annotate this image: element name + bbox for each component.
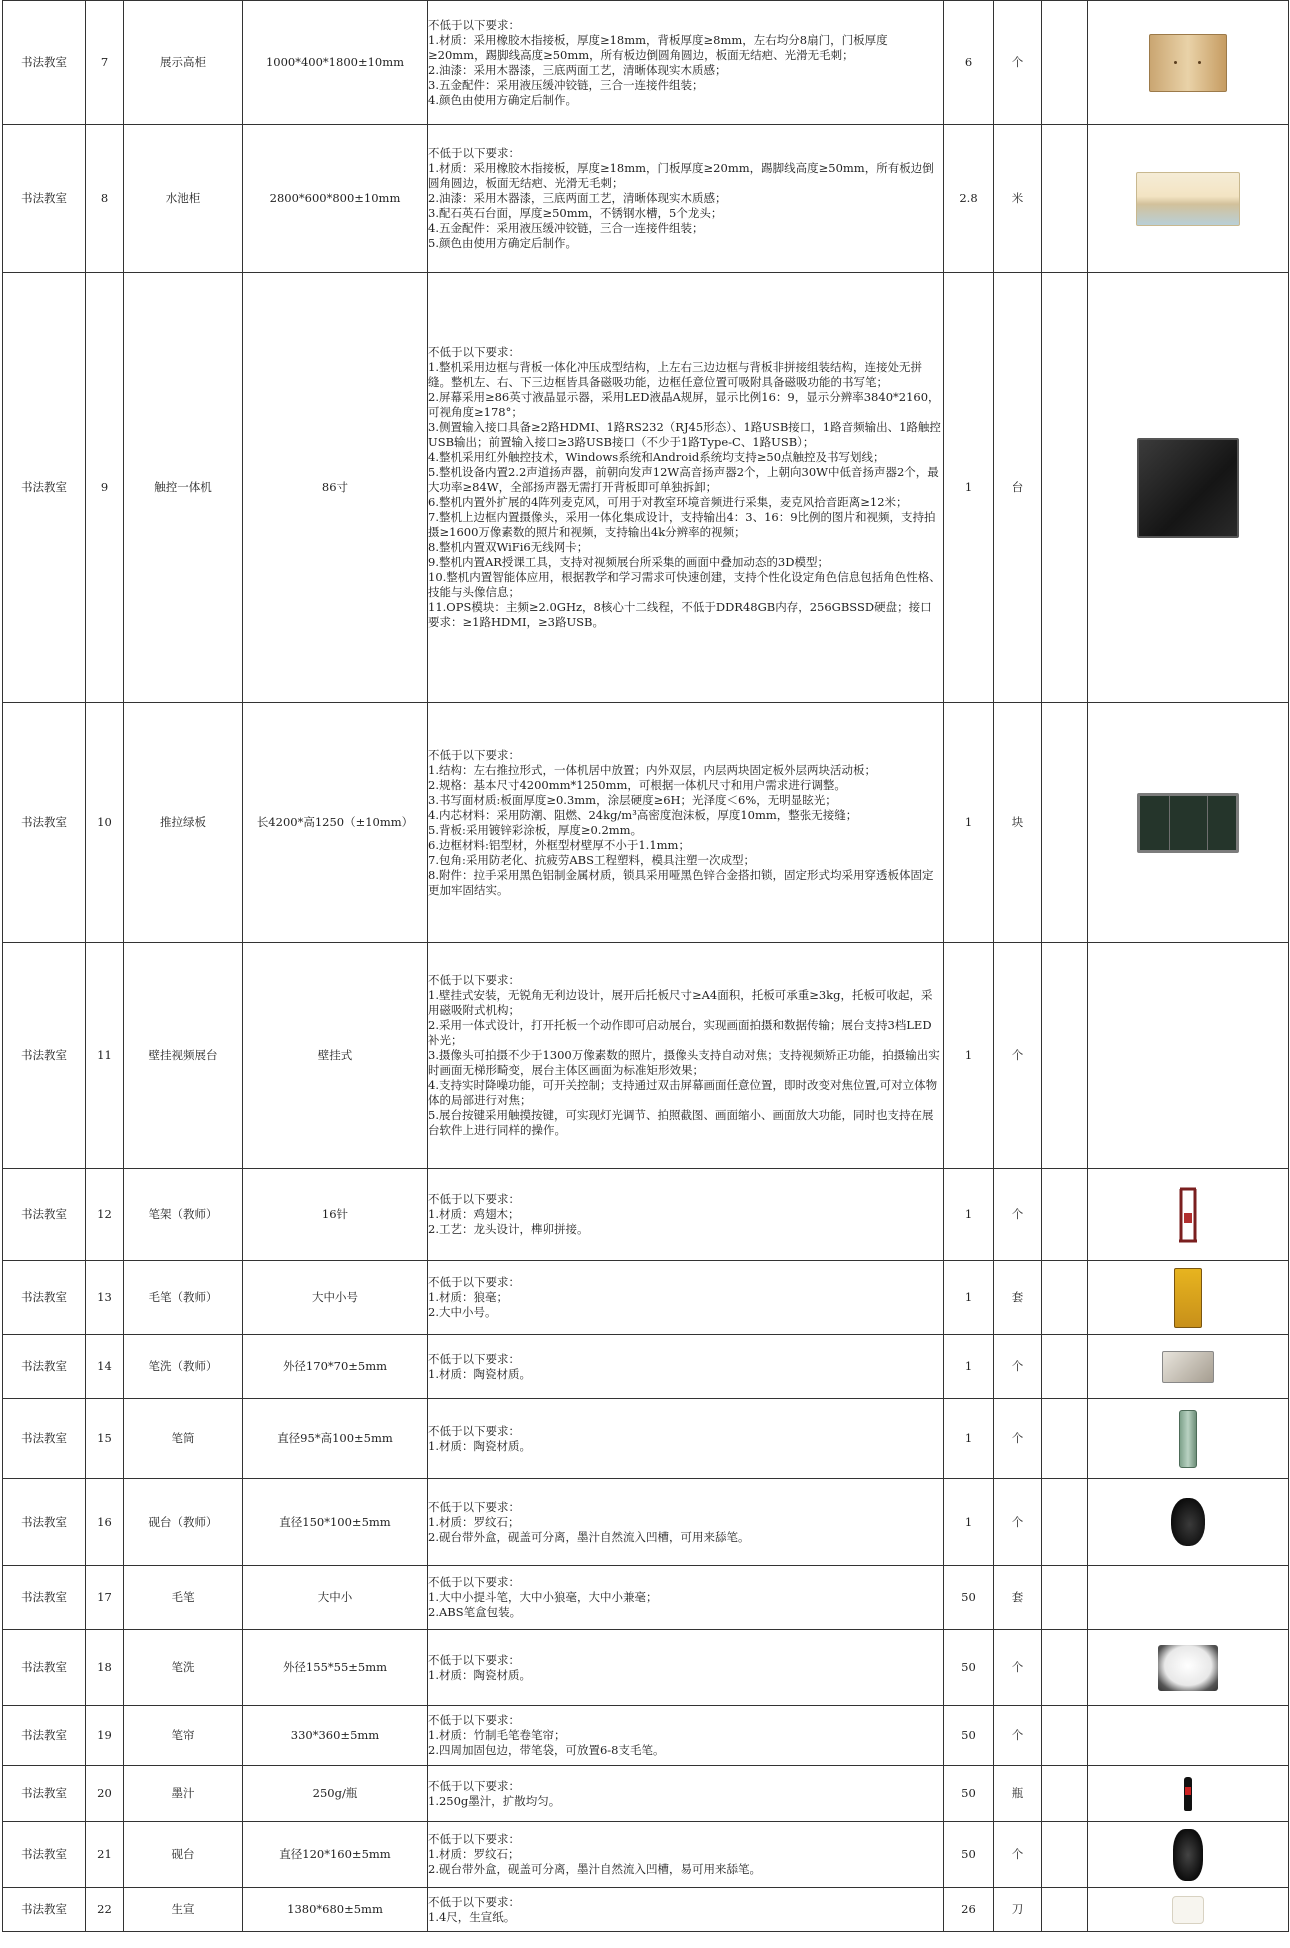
requirements-cell: 不低于以下要求： 1.材质：竹制毛笔卷笔帘； 2.四周加固包边，带笔袋，可放置6-8支毛笔。 — [428, 1706, 944, 1766]
requirements-cell: 不低于以下要求： 1.整机采用边框与背板一体化冲压成型结构，上左右三边边框与背板非拼接组装结构，连接处无拼缝。整机左、右、下三边框皆具备磁吸功能，边框任意位置可吸附具备磁吸功能的书写笔； 2.屏幕采用≥86英寸液晶显示器，采用LED液晶A规屏，显示比例16：9，显示分辨率3840*2160，可视角度≥178°； 3.侧置输入接口具备≥2路HDMI、1路RS232（RJ45形态）、1路USB接口，1路音频输出、1路触控USB输出；前置输入接口≥3路USB接口（不少于1路Type-C、1路USB）； 4.整机采用红外触控技术，Windows系统和Android系统均支持≥50点触控及书写划线； 5.整机设备内置2.2声道扬声器，前朝向发声12W高音扬声器2个，上朝向30W中低音扬声器2个，最大功率≥84W，全部扬声器无需打开背板即可单独拆卸； 6.整机内置外扩展的4阵列麦克风，可用于对教室环境音频进行采集，麦克风拾音距离≥12米； 7.整机上边框内置摄像头，采用一体化集成设计，支持输出4：3、16：9比例的图片和视频，支持拍摄≥1600万像素数的照片和视频，支持输出4k分辨率的视频； 8.整机内置双WiFi6无线网卡； 9.整机内置AR授课工具，支持对视频展台所采集的画面中叠加动态的3D模型； 10.整机内置智能体应用，根据教学和学习需求可快速创建，支持个性化设定角色信息包括角色性格、技能与头像信息； 11.OPS模块：主频≥2.0GHz，8核心十二线程，不低于DDR48GB内存，256GBSSD硬盘；接口要求：≥1路HDMI，≥3路USB。 — [428, 273, 944, 703]
quantity-cell: 1 — [944, 1479, 994, 1566]
image-cell — [1088, 943, 1289, 1169]
item-number-cell: 20 — [86, 1766, 124, 1822]
room-cell: 书法教室 — [3, 1822, 86, 1888]
item-name-cell: 笔帘 — [124, 1706, 243, 1766]
requirements-cell: 不低于以下要求： 1.壁挂式安装，无锐角无利边设计，展开后托板尺寸≥A4面积，托板可承重≥3kg，托板可收起，采用磁吸附式机构； 2.采用一体式设计，打开托板一个动作即可启动展台，实现画面拍摄和数据传输；展台支持3档LED补光； 3.摄像头可拍摄不少于1300万像素数的照片，摄像头支持自动对焦；支持视频矫正功能，拍摄输出实时画面无梯形畸变，展台主体区画面为标准矩形效果； 4.支持实时降噪功能，可开关控制；支持通过双击屏幕画面任意位置，即时改变对焦位置,可对立体物体的局部进行对焦； 5.展台按键采用触摸按键，可实现灯光调节、拍照截图、画面缩小、画面放大功能，同时也支持在展台软件上进行同样的操作。 — [428, 943, 944, 1169]
blank-cell — [1042, 703, 1088, 943]
quantity-cell: 50 — [944, 1766, 994, 1822]
unit-cell: 个 — [994, 1479, 1042, 1566]
table-row — [3, 943, 1289, 1169]
item-name-cell: 毛笔（教师） — [124, 1261, 243, 1335]
quantity-cell: 50 — [944, 1706, 994, 1766]
brush-set-photo — [1174, 1268, 1202, 1328]
requirements-cell: 不低于以下要求： 1.结构：左右推拉形式，一体机居中放置；内外双层，内层两块固定板外层两块活动板； 2.规格：基本尺寸4200mm*1250mm，可根据一体机尺寸和用户需求进行调整。 3.书写面材质:板面厚度≥0.3mm，涂层硬度≥6H；光泽度＜6%，无明显眩光； 4.内芯材料：采用防潮、阻燃、24kg/m³高密度泡沫板，厚度10mm，整张无接缝； 5.背板:采用镀锌彩涂板，厚度≥0.2mm。 6.边框材料:铝型材，外框型材壁厚不小于1.1mm； 7.包角:采用防老化、抗疲劳ABS工程塑料，模具注塑一次成型； 8.附件：拉手采用黑色铝制金属材质，锁具采用哑黑色锌合金搭扣锁，固定形式均采用穿透板体固定更加牢固结实。 — [428, 703, 944, 943]
table-row — [3, 1479, 1289, 1566]
table-row — [3, 1169, 1289, 1261]
item-name-cell: 笔架（教师） — [124, 1169, 243, 1261]
item-number-cell: 17 — [86, 1566, 124, 1630]
item-number-cell: 8 — [86, 125, 124, 273]
unit-cell: 个 — [994, 1822, 1042, 1888]
room-cell: 书法教室 — [3, 943, 86, 1169]
item-number-cell: 10 — [86, 703, 124, 943]
quantity-cell: 6 — [944, 1, 994, 125]
image-cell — [1088, 1566, 1289, 1630]
image-cell — [1088, 1706, 1289, 1766]
blank-cell — [1042, 1566, 1088, 1630]
blank-cell — [1042, 1822, 1088, 1888]
image-cell — [1088, 1630, 1289, 1706]
unit-cell: 瓶 — [994, 1766, 1042, 1822]
spec-cell: 86寸 — [243, 273, 428, 703]
quantity-cell: 1 — [944, 1335, 994, 1399]
blank-cell — [1042, 1399, 1088, 1479]
blank-cell — [1042, 943, 1088, 1169]
unit-cell: 个 — [994, 1399, 1042, 1479]
touch-display-photo — [1137, 438, 1239, 538]
room-cell: 书法教室 — [3, 1399, 86, 1479]
unit-cell: 个 — [994, 943, 1042, 1169]
requirements-cell: 不低于以下要求： 1.材质：狼毫； 2.大中小号。 — [428, 1261, 944, 1335]
item-name-cell: 砚台（教师） — [124, 1479, 243, 1566]
blank-cell — [1042, 1706, 1088, 1766]
item-name-cell: 推拉绿板 — [124, 703, 243, 943]
quantity-cell: 1 — [944, 943, 994, 1169]
table-row — [3, 1566, 1289, 1630]
quantity-cell: 1 — [944, 703, 994, 943]
image-cell — [1088, 1335, 1289, 1399]
requirements-cell: 不低于以下要求： 1.材质：采用橡胶木指接板，厚度≥18mm，背板厚度≥8mm，左右均分8扇门，门板厚度≥20mm，踢脚线高度≥50mm，所有板边倒圆角圆边，板面无结疤、光滑无毛刺； 2.油漆：采用木器漆，三底两面工艺，清晰体现实木质感； 3.五金配件：采用液压缓冲铰链，三合一连接件组装； 4.颜色由使用方确定后制作。 — [428, 1, 944, 125]
item-name-cell: 水池柜 — [124, 125, 243, 273]
unit-cell: 刀 — [994, 1888, 1042, 1932]
brush-holder-photo — [1179, 1410, 1197, 1468]
item-name-cell: 笔洗 — [124, 1630, 243, 1706]
table-row — [3, 1822, 1289, 1888]
spec-cell: 壁挂式 — [243, 943, 428, 1169]
unit-cell: 个 — [994, 1706, 1042, 1766]
spec-cell: 直径150*100±5mm — [243, 1479, 428, 1566]
blank-cell — [1042, 1261, 1088, 1335]
image-cell — [1088, 1169, 1289, 1261]
spec-cell: 330*360±5mm — [243, 1706, 428, 1766]
room-cell: 书法教室 — [3, 1766, 86, 1822]
unit-cell: 个 — [994, 1169, 1042, 1261]
quantity-cell: 1 — [944, 1169, 994, 1261]
room-cell: 书法教室 — [3, 125, 86, 273]
blank-cell — [1042, 273, 1088, 703]
room-cell: 书法教室 — [3, 1888, 86, 1932]
requirements-cell: 不低于以下要求： 1.材质：采用橡胶木指接板，厚度≥18mm，门板厚度≥20mm，踢脚线高度≥50mm，所有板边倒圆角圆边，板面无结疤、光滑无毛刺； 2.油漆：采用木器漆，三底两面工艺，清晰体现实木质感； 3.配石英石台面，厚度≥50mm，不锈钢水槽，5个龙头； 4.五金配件：采用液压缓冲铰链，三合一连接件组装； 5.颜色由使用方确定后制作。 — [428, 125, 944, 273]
blank-cell — [1042, 1, 1088, 125]
requirements-cell: 不低于以下要求： 1.材质：陶瓷材质。 — [428, 1335, 944, 1399]
blank-cell — [1042, 1630, 1088, 1706]
spec-cell: 16针 — [243, 1169, 428, 1261]
procurement-table — [2, 0, 1289, 1932]
unit-cell: 个 — [994, 1, 1042, 125]
item-name-cell: 砚台 — [124, 1822, 243, 1888]
table-row — [3, 1399, 1289, 1479]
requirements-cell: 不低于以下要求： 1.大中小提斗笔，大中小狼毫，大中小兼毫； 2.ABS笔盒包装。 — [428, 1566, 944, 1630]
item-number-cell: 13 — [86, 1261, 124, 1335]
room-cell: 书法教室 — [3, 703, 86, 943]
quantity-cell: 26 — [944, 1888, 994, 1932]
room-cell: 书法教室 — [3, 1630, 86, 1706]
table-row — [3, 1888, 1289, 1932]
table-row — [3, 125, 1289, 273]
unit-cell: 台 — [994, 273, 1042, 703]
image-cell — [1088, 1, 1289, 125]
table-body — [3, 1, 1289, 1932]
display-cabinet-photo — [1149, 34, 1227, 92]
unit-cell: 套 — [994, 1261, 1042, 1335]
requirements-cell: 不低于以下要求： 1.材质：陶瓷材质。 — [428, 1399, 944, 1479]
item-number-cell: 19 — [86, 1706, 124, 1766]
image-cell — [1088, 703, 1289, 943]
room-cell: 书法教室 — [3, 1261, 86, 1335]
spec-cell: 2800*600*800±10mm — [243, 125, 428, 273]
room-cell: 书法教室 — [3, 1335, 86, 1399]
item-number-cell: 15 — [86, 1399, 124, 1479]
spec-cell: 直径120*160±5mm — [243, 1822, 428, 1888]
spec-cell: 1380*680±5mm — [243, 1888, 428, 1932]
quantity-cell: 1 — [944, 1261, 994, 1335]
quantity-cell: 50 — [944, 1822, 994, 1888]
brush-rack-photo — [1177, 1185, 1199, 1245]
ink-bottle-photo — [1184, 1777, 1192, 1811]
inkstone-student-photo — [1173, 1829, 1203, 1881]
table-row — [3, 1335, 1289, 1399]
rice-paper-photo — [1172, 1896, 1204, 1924]
room-cell: 书法教室 — [3, 1706, 86, 1766]
requirements-cell: 不低于以下要求： 1.材质：陶瓷材质。 — [428, 1630, 944, 1706]
item-name-cell: 毛笔 — [124, 1566, 243, 1630]
quantity-cell: 2.8 — [944, 125, 994, 273]
item-name-cell: 墨汁 — [124, 1766, 243, 1822]
item-number-cell: 16 — [86, 1479, 124, 1566]
requirements-cell: 不低于以下要求： 1.材质：罗纹石； 2.砚台带外盒，砚盖可分离，墨汁自然流入凹槽，可用来舔笔。 — [428, 1479, 944, 1566]
image-cell — [1088, 1822, 1289, 1888]
blank-cell — [1042, 1766, 1088, 1822]
image-cell — [1088, 1888, 1289, 1932]
quantity-cell: 1 — [944, 1399, 994, 1479]
requirements-cell: 不低于以下要求： 1.250g墨汁，扩散均匀。 — [428, 1766, 944, 1822]
room-cell: 书法教室 — [3, 1, 86, 125]
item-number-cell: 9 — [86, 273, 124, 703]
requirements-cell: 不低于以下要求： 1.4尺，生宣纸。 — [428, 1888, 944, 1932]
spec-cell: 外径155*55±5mm — [243, 1630, 428, 1706]
blank-cell — [1042, 125, 1088, 273]
unit-cell: 块 — [994, 703, 1042, 943]
item-number-cell: 14 — [86, 1335, 124, 1399]
item-number-cell: 7 — [86, 1, 124, 125]
quantity-cell: 50 — [944, 1630, 994, 1706]
image-cell — [1088, 273, 1289, 703]
item-name-cell: 壁挂视频展台 — [124, 943, 243, 1169]
green-board-photo — [1137, 793, 1239, 853]
blank-cell — [1042, 1888, 1088, 1932]
unit-cell: 米 — [994, 125, 1042, 273]
room-cell: 书法教室 — [3, 273, 86, 703]
room-cell: 书法教室 — [3, 1479, 86, 1566]
image-cell — [1088, 1261, 1289, 1335]
quantity-cell: 50 — [944, 1566, 994, 1630]
blank-cell — [1042, 1335, 1088, 1399]
spec-cell: 直径95*高100±5mm — [243, 1399, 428, 1479]
item-number-cell: 18 — [86, 1630, 124, 1706]
spec-cell: 1000*400*1800±10mm — [243, 1, 428, 125]
requirements-cell: 不低于以下要求： 1.材质：鸡翅木； 2.工艺：龙头设计，榫卯拼接。 — [428, 1169, 944, 1261]
spec-cell: 大中小号 — [243, 1261, 428, 1335]
unit-cell: 套 — [994, 1566, 1042, 1630]
image-cell — [1088, 1399, 1289, 1479]
item-number-cell: 11 — [86, 943, 124, 1169]
blank-cell — [1042, 1169, 1088, 1261]
table-row — [3, 1766, 1289, 1822]
item-number-cell: 22 — [86, 1888, 124, 1932]
item-name-cell: 展示高柜 — [124, 1, 243, 125]
inkstone-teacher-photo — [1171, 1498, 1205, 1546]
spec-cell: 大中小 — [243, 1566, 428, 1630]
table-row — [3, 1261, 1289, 1335]
table-row — [3, 273, 1289, 703]
item-name-cell: 触控一体机 — [124, 273, 243, 703]
unit-cell: 个 — [994, 1630, 1042, 1706]
table-row — [3, 703, 1289, 943]
blank-cell — [1042, 1479, 1088, 1566]
item-name-cell: 笔洗（教师） — [124, 1335, 243, 1399]
image-cell — [1088, 125, 1289, 273]
requirements-cell: 不低于以下要求： 1.材质：罗纹石； 2.砚台带外盒，砚盖可分离，墨汁自然流入凹槽，易可用来舔笔。 — [428, 1822, 944, 1888]
room-cell: 书法教室 — [3, 1169, 86, 1261]
image-cell — [1088, 1766, 1289, 1822]
item-name-cell: 笔筒 — [124, 1399, 243, 1479]
brush-washer-photo — [1158, 1645, 1218, 1691]
sink-cabinet-photo — [1136, 172, 1240, 226]
table-row — [3, 1, 1289, 125]
table-row — [3, 1706, 1289, 1766]
spec-cell: 长4200*高1250（±10mm） — [243, 703, 428, 943]
spec-cell: 250g/瓶 — [243, 1766, 428, 1822]
item-number-cell: 21 — [86, 1822, 124, 1888]
image-cell — [1088, 1479, 1289, 1566]
item-name-cell: 生宣 — [124, 1888, 243, 1932]
item-number-cell: 12 — [86, 1169, 124, 1261]
unit-cell: 个 — [994, 1335, 1042, 1399]
spec-cell: 外径170*70±5mm — [243, 1335, 428, 1399]
room-cell: 书法教室 — [3, 1566, 86, 1630]
brush-washer-teacher-photo — [1162, 1351, 1214, 1383]
table-row — [3, 1630, 1289, 1706]
quantity-cell: 1 — [944, 273, 994, 703]
